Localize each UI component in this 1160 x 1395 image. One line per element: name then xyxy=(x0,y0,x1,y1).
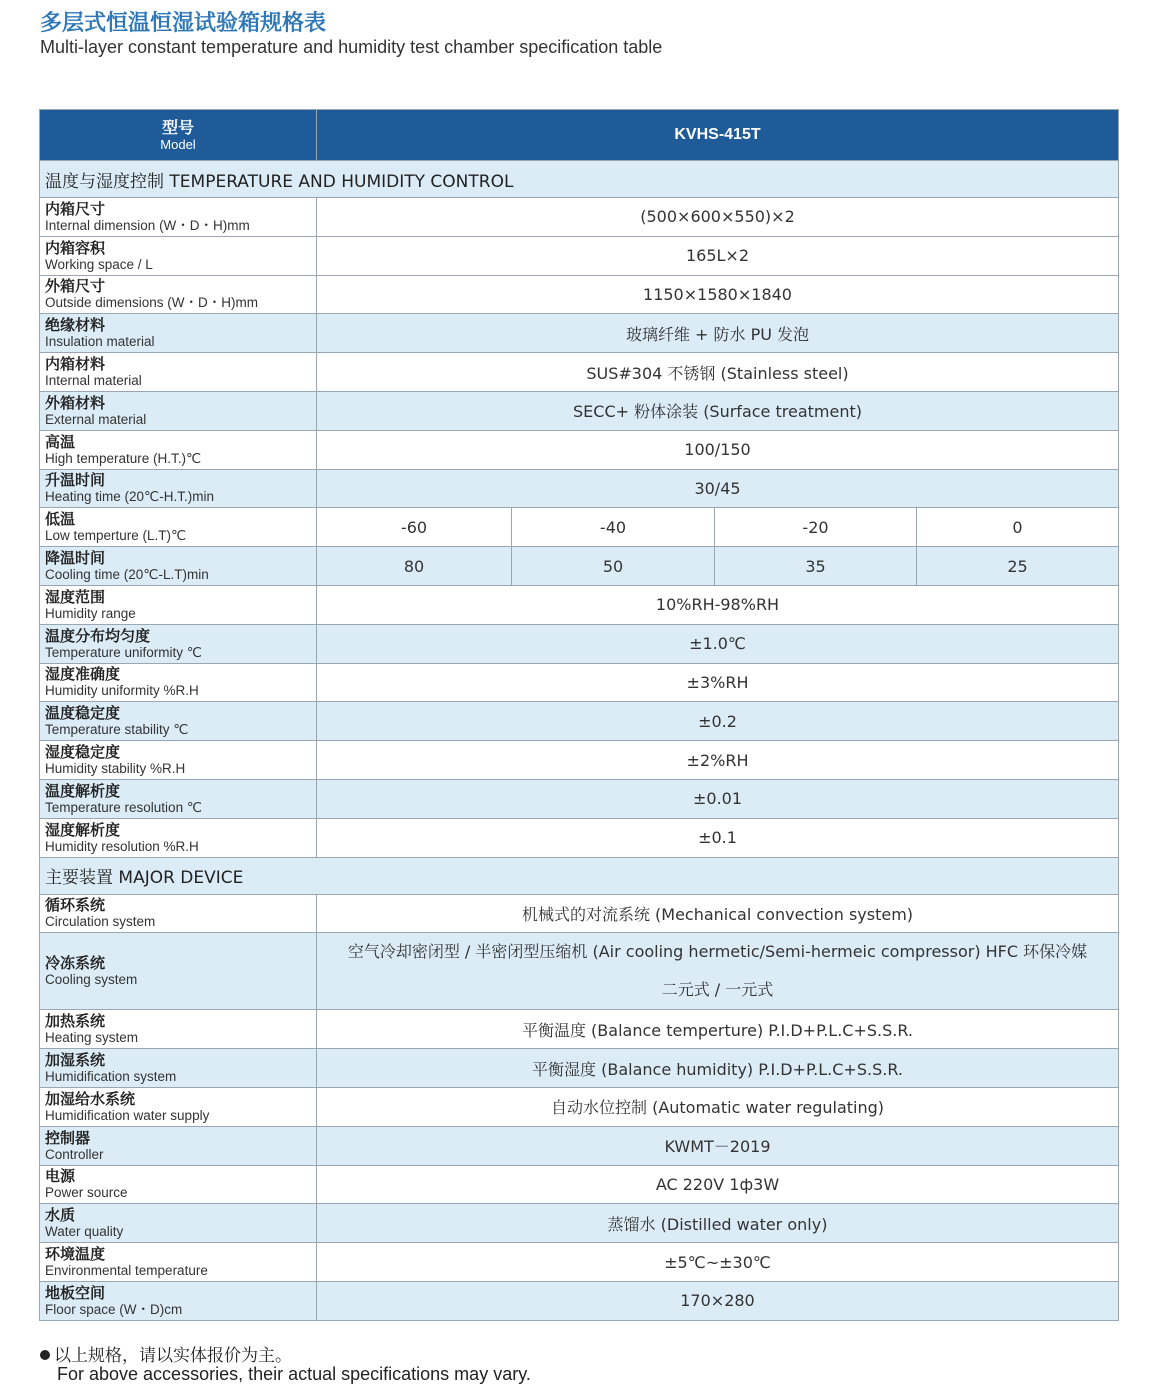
label-en: Humidification water supply xyxy=(45,1107,210,1123)
label-en: Cooling system xyxy=(45,972,138,988)
low-temp-value: -60 xyxy=(317,508,512,547)
row-label xyxy=(40,1243,317,1282)
label-en: Internal material xyxy=(45,373,142,389)
row-label xyxy=(40,702,317,741)
table-row xyxy=(40,624,1119,663)
section-title: 温度与湿度控制 TEMPERATURE AND HUMIDITY CONTROL xyxy=(40,161,1119,198)
label-en: External material xyxy=(45,411,147,427)
row-label xyxy=(40,1010,317,1049)
row-label xyxy=(40,1165,317,1204)
label-cn: 加湿给水系统 xyxy=(45,1089,136,1108)
row-label xyxy=(40,1049,317,1088)
label-en: High temperature (H.T.)℃ xyxy=(45,450,202,466)
label-en: Outside dimensions (W・D・H)mm xyxy=(45,295,259,311)
label-cn: 湿度稳定度 xyxy=(45,743,121,762)
row-value: ±0.1 xyxy=(317,818,1119,857)
row-label xyxy=(40,314,317,353)
row-label xyxy=(40,818,317,857)
label-cn: 加湿系统 xyxy=(45,1051,106,1070)
label-cn: 温度稳定度 xyxy=(45,704,121,723)
footnote-cn xyxy=(40,1341,292,1366)
row-value: (500×600×550)×2 xyxy=(317,198,1119,237)
label-cn: 外箱材料 xyxy=(45,393,106,412)
row-value: 机械式的对流系统 (Mechanical convection system) xyxy=(317,894,1119,933)
row-value: 平衡湿度 (Balance humidity) P.I.D+P.L.C+S.S.R. xyxy=(317,1049,1119,1088)
label-en: Humidification system xyxy=(45,1069,177,1085)
table-row xyxy=(40,894,1119,933)
row-label xyxy=(40,430,317,469)
table-row xyxy=(40,1165,1119,1204)
row-value: 1150×1580×1840 xyxy=(317,275,1119,314)
label-cn: 高温 xyxy=(45,432,76,451)
low-temp-value: -40 xyxy=(512,508,715,547)
row-label xyxy=(40,741,317,780)
cooling-time-value: 35 xyxy=(715,547,917,586)
row-label xyxy=(40,663,317,702)
section-header-temp-humidity xyxy=(40,161,1119,198)
row-label xyxy=(40,624,317,663)
row-value: 100/150 xyxy=(317,430,1119,469)
table-row xyxy=(40,198,1119,237)
row-label xyxy=(40,1126,317,1165)
row-value: 自动水位控制 (Automatic water regulating) xyxy=(317,1087,1119,1126)
cooling-time-value: 50 xyxy=(512,547,715,586)
row-value: SECC+ 粉体涂装 (Surface treatment) xyxy=(317,391,1119,430)
label-cn: 循环系统 xyxy=(45,896,106,915)
label-en: Insulation material xyxy=(45,334,155,350)
row-value: 平衡温度 (Balance temperture) P.I.D+P.L.C+S.S.R. xyxy=(317,1010,1119,1049)
label-cn: 绝缘材料 xyxy=(45,316,106,335)
table-row xyxy=(40,1281,1119,1320)
row-label xyxy=(40,1281,317,1320)
row-value: ±5℃~±30℃ xyxy=(317,1243,1119,1282)
label-cn: 内箱尺寸 xyxy=(45,199,106,218)
table-row xyxy=(40,1243,1119,1282)
cooling-time-value: 25 xyxy=(917,547,1119,586)
row-label xyxy=(40,353,317,392)
label-cn: 加热系统 xyxy=(45,1012,106,1031)
table-row xyxy=(40,663,1119,702)
model-label-en: Model xyxy=(160,136,196,152)
label-cn: 温度分布均匀度 xyxy=(45,626,151,645)
row-value: KWMT－2019 xyxy=(317,1126,1119,1165)
table-row xyxy=(40,1126,1119,1165)
label-en: Circulation system xyxy=(45,914,156,930)
label-en: Environmental temperature xyxy=(45,1263,208,1279)
row-value: 30/45 xyxy=(317,469,1119,508)
table-row xyxy=(40,818,1119,857)
label-cn: 水质 xyxy=(45,1206,76,1225)
row-label xyxy=(40,894,317,933)
table-row xyxy=(40,585,1119,624)
label-en: Temperature stability ℃ xyxy=(45,722,189,738)
table-row xyxy=(40,430,1119,469)
row-value: ±0.01 xyxy=(317,779,1119,818)
table-row xyxy=(40,275,1119,314)
label-cn: 温度解析度 xyxy=(45,781,121,800)
row-value: 玻璃纤维 + 防水 PU 发泡 xyxy=(317,314,1119,353)
label-en: Heating time (20℃-H.T.)min xyxy=(45,489,214,505)
label-cn: 控制器 xyxy=(45,1128,91,1147)
label-cn: 升温时间 xyxy=(45,471,106,490)
row-value: 蒸馏水 (Distilled water only) xyxy=(317,1204,1119,1243)
label-cn: 环境温度 xyxy=(45,1245,106,1264)
label-en: Water quality xyxy=(45,1224,124,1240)
label-en: Humidity stability %R.H xyxy=(45,761,186,777)
row-value: SUS#304 不锈钢 (Stainless steel) xyxy=(317,353,1119,392)
label-en: Humidity range xyxy=(45,605,136,621)
table-row xyxy=(40,391,1119,430)
label-en: Humidity resolution %R.H xyxy=(45,838,199,854)
table-row xyxy=(40,1204,1119,1243)
row-label xyxy=(40,469,317,508)
label-cn: 内箱材料 xyxy=(45,355,106,374)
model-label-cn: 型号 xyxy=(161,117,194,137)
row-label xyxy=(40,275,317,314)
label-en: Controller xyxy=(45,1146,104,1162)
cooling-system-line2: 二元式 / 一元式 xyxy=(661,980,774,1000)
table-header-row xyxy=(40,110,1119,161)
row-label xyxy=(40,1204,317,1243)
row-value: ±3%RH xyxy=(317,663,1119,702)
label-cn: 冷冻系统 xyxy=(45,954,106,973)
row-value: AC 220V 1ф3W xyxy=(317,1165,1119,1204)
cooling-time-row xyxy=(40,547,1119,586)
row-value: 170×280 xyxy=(317,1281,1119,1320)
low-temp-row xyxy=(40,508,1119,547)
label-cn: 外箱尺寸 xyxy=(45,277,106,296)
table-row xyxy=(40,741,1119,780)
low-temp-value: 0 xyxy=(917,508,1119,547)
table-row xyxy=(40,702,1119,741)
label-en: Heating system xyxy=(45,1030,139,1046)
row-label xyxy=(40,547,317,586)
label-cn: 降温时间 xyxy=(45,549,106,568)
label-cn: 低温 xyxy=(45,510,76,529)
label-cn: 湿度范围 xyxy=(45,587,106,606)
row-label xyxy=(40,1087,317,1126)
label-en: Humidity uniformity %R.H xyxy=(45,683,199,699)
footnote-en: For above accessories, their actual specifications may vary. xyxy=(57,1364,531,1384)
table-row xyxy=(40,779,1119,818)
page-title: 多层式恒温恒湿试验箱规格表 xyxy=(40,11,327,36)
row-label xyxy=(40,508,317,547)
row-value xyxy=(317,933,1119,1010)
table-row xyxy=(40,314,1119,353)
table-row xyxy=(40,469,1119,508)
row-label xyxy=(40,236,317,275)
label-cn: 地板空间 xyxy=(45,1283,106,1302)
label-en: Power source xyxy=(45,1185,128,1201)
row-value: 165L×2 xyxy=(317,236,1119,275)
label-cn: 湿度解析度 xyxy=(45,820,121,839)
label-cn: 电源 xyxy=(45,1167,76,1186)
label-en: Low temperture (L.T)℃ xyxy=(45,528,187,544)
label-en: Working space / L xyxy=(45,256,153,272)
label-en: Floor space (W・D)cm xyxy=(45,1301,183,1317)
label-en: Temperature uniformity ℃ xyxy=(45,644,202,660)
low-temp-value: -20 xyxy=(715,508,917,547)
table-row xyxy=(40,1010,1119,1049)
label-en: Internal dimension (W・D・H)mm xyxy=(45,217,250,233)
row-value: ±1.0℃ xyxy=(317,624,1119,663)
row-label xyxy=(40,198,317,237)
label-cn: 内箱容积 xyxy=(45,238,106,257)
row-label xyxy=(40,933,317,1010)
row-value: ±0.2 xyxy=(317,702,1119,741)
label-en: Cooling time (20℃-L.T)min xyxy=(45,567,209,583)
table-row xyxy=(40,353,1119,392)
cooling-system-line1: 空气冷却密闭型 / 半密闭型压缩机 (Air cooling hermetic/Semi-hermeic compressor) HFC 环保冷媒 xyxy=(347,942,1088,962)
cooling-time-value: 80 xyxy=(317,547,512,586)
page-subtitle: Multi-layer constant temperature and humidity test chamber specification table xyxy=(40,37,663,57)
section-title: 主要装置 MAJOR DEVICE xyxy=(40,857,1119,894)
label-en: Temperature resolution ℃ xyxy=(45,799,202,815)
table-row xyxy=(40,1049,1119,1088)
spec-table xyxy=(39,109,1119,1321)
row-value: 10%RH-98%RH xyxy=(317,585,1119,624)
section-header-major-device xyxy=(40,857,1119,894)
model-value: KVHS-415T xyxy=(317,110,1119,161)
row-label xyxy=(40,779,317,818)
footnote-cn-text: 以上规格，请以实体报价为主。 xyxy=(54,1346,292,1366)
model-header-cell xyxy=(40,110,317,161)
row-label xyxy=(40,585,317,624)
row-label xyxy=(40,391,317,430)
label-cn: 湿度准确度 xyxy=(45,665,121,684)
cooling-system-row xyxy=(40,933,1119,1010)
table-row xyxy=(40,1087,1119,1126)
table-row xyxy=(40,236,1119,275)
row-value: ±2%RH xyxy=(317,741,1119,780)
bullet-icon xyxy=(40,1350,50,1360)
